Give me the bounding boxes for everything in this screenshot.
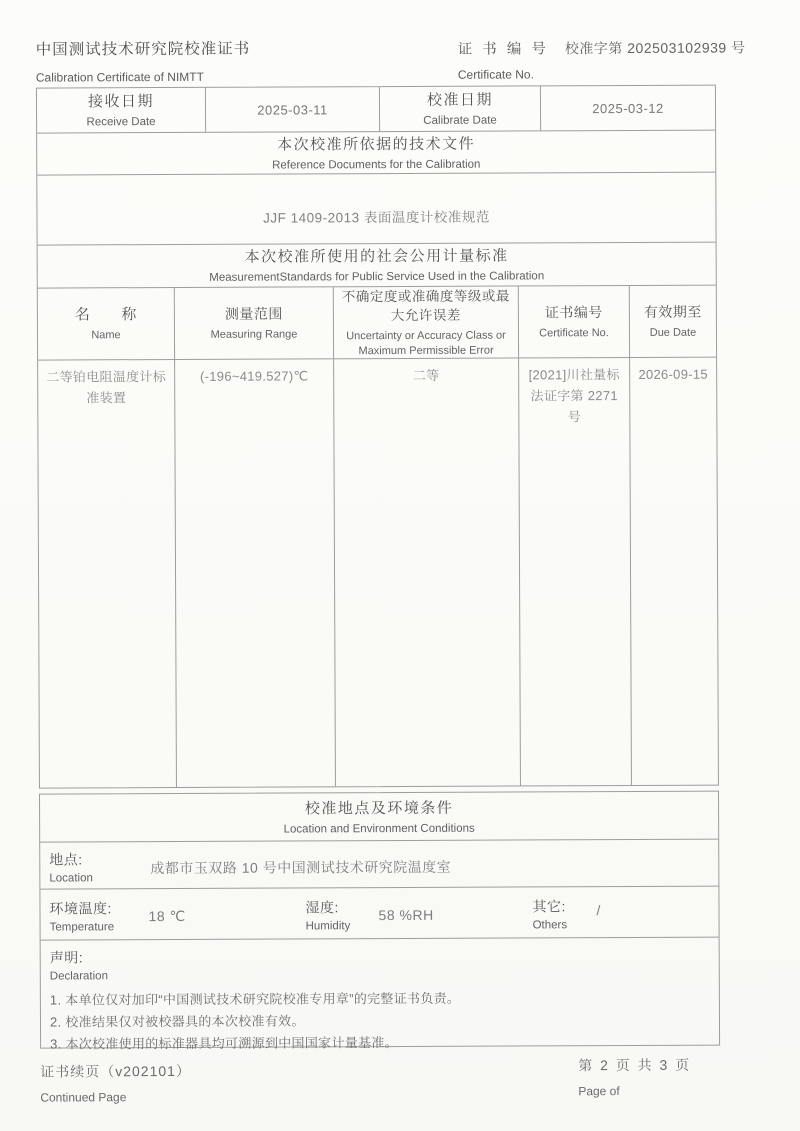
others-label-en: Others xyxy=(532,919,568,932)
standard-duedate-value: 2026-09-15 xyxy=(638,366,708,382)
standards-col-uncertainty xyxy=(334,286,519,358)
temperature-label-group xyxy=(49,898,114,933)
standards-col-duedate-en: Due Date xyxy=(649,326,697,339)
certificate-number-block xyxy=(458,36,746,81)
continued-page-label-en: Continued Page xyxy=(40,1090,127,1105)
standards-title-en: MeasurementStandards for Public Service Used in the Calibration xyxy=(209,270,545,284)
reference-document-row xyxy=(37,173,715,246)
temperature-label-cn: 环境温度: xyxy=(49,900,112,917)
declaration-cell xyxy=(41,938,719,1056)
continued-page-label-cn: 证书续页（v202101） xyxy=(40,1062,191,1080)
calibrate-date-label-cn: 校准日期 xyxy=(426,91,494,109)
humidity-label-group xyxy=(305,897,350,932)
environment-row xyxy=(40,887,718,941)
standard-uncertainty-value: 二等 xyxy=(412,367,440,383)
standards-col-certno-en: Certificate No. xyxy=(539,326,609,340)
certificate-header xyxy=(36,37,251,85)
location-value: 成都市玉双路 10 号中国测试技术研究院温度室 xyxy=(150,858,452,877)
receive-date-value-cell xyxy=(206,87,380,132)
location-label-cn: 地点: xyxy=(49,851,83,868)
location-label-en: Location xyxy=(49,872,93,885)
standard-uncertainty-cell xyxy=(334,358,521,786)
reference-document-cell xyxy=(37,173,715,245)
standard-certno-cell xyxy=(519,358,632,785)
reference-title-en: Reference Documents for the Calibration xyxy=(272,158,481,172)
standards-col-certno-cn: 证书编号 xyxy=(544,304,603,321)
standard-range-value: (-196~419.527)℃ xyxy=(199,368,309,384)
footer-left xyxy=(40,1061,191,1105)
page-number-en: Page of xyxy=(578,1084,620,1099)
declaration-title-cn: 声明: xyxy=(49,949,84,966)
declaration-item-2: 2. 校准结果仅对被校器具的本次校准有效。 xyxy=(49,1013,305,1030)
standards-col-name xyxy=(38,288,175,360)
reference-title-row xyxy=(37,131,715,176)
standards-col-range-cn: 测量范围 xyxy=(224,305,283,323)
location-label-group xyxy=(49,849,93,884)
calibrate-date-label-cell xyxy=(380,86,541,131)
location-environment-table xyxy=(39,791,720,1052)
standards-col-name-cn: 名 称 xyxy=(74,305,137,324)
standards-col-certno xyxy=(519,286,630,357)
certificate-number-label-cn: 证 书 编 号 xyxy=(457,41,549,58)
reference-document-value: JJF 1409-2013 表面温度计校准规范 xyxy=(263,209,490,226)
location-title-cell xyxy=(40,792,718,842)
location-row xyxy=(40,840,718,890)
receive-date-label-en: Receive Date xyxy=(86,116,156,129)
location-title-en: Location and Environment Conditions xyxy=(283,822,475,836)
standards-col-uncertainty-en: Uncertainty or Accuracy Class or Maximum Permissible Error xyxy=(346,329,506,357)
footer-right xyxy=(578,1055,691,1098)
calibrate-date-value: 2025-03-12 xyxy=(592,100,664,116)
certificate-number-label-en: Certificate No. xyxy=(457,67,534,82)
standards-col-duedate-cn: 有效期至 xyxy=(643,304,702,321)
declaration-item-1: 1. 本单位仅对加印“中国测试技术研究院校准专用章”的完整证书负责。 xyxy=(49,990,461,1008)
reference-title-cn: 本次校准所依据的技术文件 xyxy=(277,135,476,154)
declaration-title-en: Declaration xyxy=(49,970,108,983)
humidity-label-en: Humidity xyxy=(305,920,351,933)
temperature-value: 18 ℃ xyxy=(148,907,186,925)
calibrate-date-value-cell xyxy=(541,86,715,131)
standard-range-cell xyxy=(175,359,336,787)
declaration-item-3: 3. 本次校准使用的标准器具均可溯源到中国国家计量基准。 xyxy=(50,1035,398,1052)
standards-header-row xyxy=(38,286,716,361)
standards-title-cell xyxy=(38,243,716,288)
calibration-main-table xyxy=(36,85,719,789)
standards-data-row xyxy=(38,358,718,788)
declaration-row xyxy=(41,938,719,1056)
receive-date-label-cell xyxy=(37,88,206,133)
dates-row xyxy=(37,86,715,134)
page-number-cn: 第 2 页 共 3 页 xyxy=(578,1056,692,1074)
humidity-value: 58 %RH xyxy=(378,906,434,924)
receive-date-label-cn: 接收日期 xyxy=(87,93,155,111)
standard-certno-value: [2021]川社量标法证字第 2271 号 xyxy=(528,367,620,424)
standards-title-row xyxy=(38,243,716,289)
standard-name-value: 二等铂电阻温度计标准装置 xyxy=(46,369,167,406)
others-value: / xyxy=(596,902,601,919)
standards-col-range xyxy=(175,287,334,359)
standards-col-name-en: Name xyxy=(91,329,121,342)
certificate-title-cn: 中国测试技术研究院校准证书 xyxy=(35,40,251,59)
others-label-cn: 其它: xyxy=(532,898,566,915)
standards-col-uncertainty-cn: 不确定度或准确度等级或最大允许误差 xyxy=(341,288,510,324)
humidity-label-cn: 湿度: xyxy=(305,899,339,916)
standards-col-duedate xyxy=(630,286,716,357)
calibrate-date-label-en: Calibrate Date xyxy=(423,114,497,127)
receive-date-value: 2025-03-11 xyxy=(257,101,328,118)
standard-duedate-cell xyxy=(630,358,718,785)
location-title-row xyxy=(40,792,718,843)
standards-title-cn: 本次校准所使用的社会公用计量标准 xyxy=(244,247,509,266)
others-label-group xyxy=(532,896,567,931)
standards-col-range-en: Measuring Range xyxy=(210,328,298,341)
standard-name-cell xyxy=(38,360,177,788)
certificate-number-value: 校准字第 202503102939 号 xyxy=(564,39,746,57)
temperature-label-en: Temperature xyxy=(49,921,115,934)
reference-title-cell xyxy=(37,131,715,175)
declaration-items xyxy=(50,987,709,1056)
location-title-cn: 校准地点及环境条件 xyxy=(304,799,454,817)
certificate-title-en: Calibration Certificate of NIMTT xyxy=(35,69,204,85)
